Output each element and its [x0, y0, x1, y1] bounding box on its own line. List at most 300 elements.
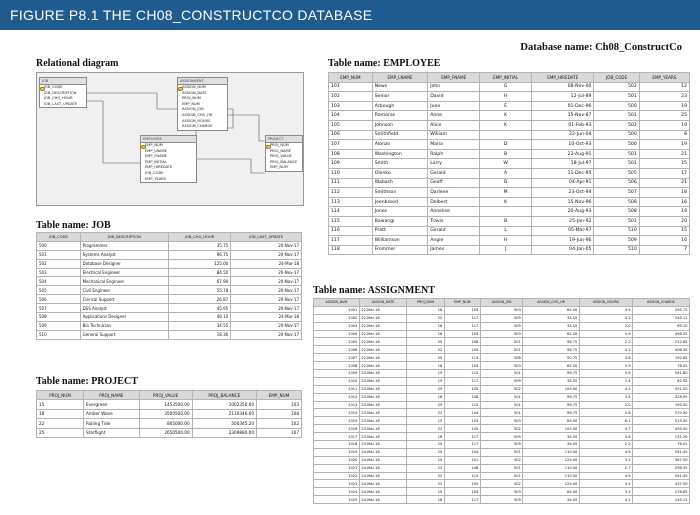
table-cell: 510 — [594, 226, 639, 236]
table-cell: 22 — [407, 480, 445, 488]
table-cell: 1017 — [314, 433, 360, 441]
table-cell: 24-Mar-18 — [231, 259, 302, 268]
table-row — [37, 277, 302, 286]
table-cell: 5.6 — [579, 370, 632, 378]
table-cell: 1002350.00 — [192, 400, 256, 409]
job-table-title: Table name: JOB — [36, 220, 111, 231]
table-cell: 22-Mar-18 — [359, 338, 406, 346]
table-cell: 22-Jun-04 — [532, 130, 594, 140]
table-cell: 503 — [37, 268, 81, 277]
table-cell: 0.9 — [579, 362, 632, 370]
table-cell: 115 — [444, 401, 480, 409]
entity-assignment[interactable] — [177, 77, 228, 131]
table-row — [37, 409, 302, 418]
table-cell: 96.75 — [168, 250, 230, 259]
table-cell: 22 — [407, 464, 445, 472]
table-cell: 96.75 — [523, 409, 580, 417]
table-cell: 15 — [407, 377, 445, 385]
table-cell: 6.1 — [579, 417, 632, 425]
table-cell: Delbert — [428, 197, 480, 207]
table-cell: 96.75 — [523, 338, 580, 346]
table-cell: 501 — [37, 250, 81, 259]
table-cell: Pratt — [372, 226, 427, 236]
column-header: ASSIGN_JOB — [480, 299, 522, 307]
table-cell: 328.95 — [633, 393, 690, 401]
table-row — [314, 441, 690, 449]
table-cell: 110.50 — [523, 464, 580, 472]
table-cell: 111 — [329, 178, 373, 188]
column-header: ASSIGN_NUM — [314, 299, 360, 307]
table-cell: 501 — [480, 393, 522, 401]
table-row — [37, 268, 302, 277]
table-cell: 1006 — [314, 346, 360, 354]
table-cell: 501 — [594, 92, 639, 102]
table-cell: 84.50 — [523, 330, 580, 338]
table-cell: 4.9 — [579, 472, 632, 480]
relational-diagram — [36, 72, 304, 206]
table-cell: 104 — [444, 409, 480, 417]
table-cell: 114 — [329, 207, 373, 217]
table-cell: 24-Mar-18 — [359, 456, 406, 464]
table-cell: 18 — [639, 188, 689, 198]
table-cell: 22-Mar-18 — [359, 330, 406, 338]
table-cell: Annelise — [428, 207, 480, 217]
table-row — [329, 140, 690, 150]
table-cell: 117 — [444, 496, 480, 504]
project-attr: PROJ_NUM — [266, 143, 302, 149]
table-cell: 20 — [639, 216, 689, 226]
column-header: ASSIGN_HOURS — [579, 299, 632, 307]
table-cell: 501 — [594, 159, 639, 169]
table-cell: 278.85 — [633, 488, 690, 496]
table-cell: 21 — [639, 149, 689, 159]
table-cell: 01-Feb-93 — [532, 120, 594, 130]
table-cell: 105.00 — [523, 385, 580, 393]
table-cell: 515.45 — [633, 417, 690, 425]
assignment-attr: ASSIGN_HOURS — [182, 118, 211, 123]
table-cell: 117 — [329, 236, 373, 246]
table-cell: 2.8 — [579, 409, 632, 417]
table-cell: 500 — [37, 241, 81, 250]
table-cell — [480, 130, 532, 140]
table-cell: 34.55 — [523, 322, 580, 330]
table-cell: 15 — [407, 488, 445, 496]
table-cell: Ramoras — [372, 111, 427, 121]
table-cell: 15-Nov-96 — [532, 197, 594, 207]
table-row — [314, 456, 690, 464]
table-cell: 19 — [639, 207, 689, 217]
table-cell: Electrical Engineer — [80, 268, 168, 277]
table-cell: 01-Dec-96 — [532, 101, 594, 111]
project-attr: EMP_NUM — [270, 165, 288, 170]
table-cell: Jones — [372, 207, 427, 217]
table-cell: 1001 — [314, 306, 360, 314]
table-cell: 4.2 — [579, 314, 632, 322]
employee-attr: EMP_HIREDATE — [145, 165, 173, 170]
table-row — [37, 419, 302, 428]
table-cell: 84.50 — [523, 306, 580, 314]
table-row — [314, 314, 690, 322]
column-header: EMP_NUM — [444, 299, 480, 307]
table-cell: Williamson — [372, 236, 427, 246]
table-cell: 20-Nov-17 — [231, 286, 302, 295]
table-cell: Arbough — [372, 101, 427, 111]
table-cell: 20-Nov-17 — [231, 277, 302, 286]
table-cell: 23-Mar-18 — [359, 377, 406, 385]
table-cell: 23-Oct-94 — [532, 188, 594, 198]
table-row — [329, 149, 690, 159]
table-cell: 25 — [407, 401, 445, 409]
table-cell: 34.55 — [523, 441, 580, 449]
table-cell: Smithson — [372, 188, 427, 198]
table-cell: 34.55 — [168, 321, 230, 330]
table-cell: 96.75 — [523, 401, 580, 409]
table-row — [329, 226, 690, 236]
table-cell: 23-Mar-18 — [359, 385, 406, 393]
table-cell: 102 — [257, 419, 302, 428]
table-cell: L — [480, 226, 532, 236]
job-table — [36, 232, 302, 340]
table-cell: 510 — [37, 330, 81, 339]
table-cell: 103 — [444, 362, 480, 370]
table-cell: 104 — [444, 448, 480, 456]
table-cell: 501 — [594, 216, 639, 226]
table-cell: Database Designer — [80, 259, 168, 268]
table-cell: 113 — [444, 354, 480, 362]
table-cell: 84.50 — [523, 417, 580, 425]
table-cell: 502 — [594, 120, 639, 130]
table-cell: Angie — [428, 236, 480, 246]
table-row — [37, 295, 302, 304]
assignment-table — [313, 298, 690, 504]
table-row — [329, 130, 690, 140]
table-cell: 295.75 — [633, 306, 690, 314]
table-cell: 503 — [480, 306, 522, 314]
rel-employee-project — [197, 159, 265, 173]
column-header: EMP_NUM — [257, 391, 302, 400]
table-row — [314, 409, 690, 417]
table-cell: 501 — [480, 448, 522, 456]
table-cell: 506 — [594, 178, 639, 188]
table-cell: 451.50 — [633, 385, 690, 393]
figure-title: FIGURE P8.1 THE CH08_CONSTRUCTCO DATABASE — [0, 0, 700, 30]
table-cell: 115 — [444, 370, 480, 378]
table-cell: J — [480, 245, 532, 255]
table-row — [314, 425, 690, 433]
table-cell: 102 — [329, 92, 373, 102]
assignment-attr: ASSIGN_NUM — [178, 85, 227, 91]
table-cell: 1022 — [314, 472, 360, 480]
table-cell: Gerald — [428, 226, 480, 236]
table-cell: M — [480, 188, 532, 198]
table-cell: 502 — [480, 385, 522, 393]
table-cell: General Support — [80, 330, 168, 339]
table-cell: 15 — [37, 400, 84, 409]
table-cell: 25 — [407, 448, 445, 456]
table-cell: 82.92 — [633, 377, 690, 385]
table-cell: 1004 — [314, 330, 360, 338]
table-cell: 10-Oct-93 — [532, 140, 594, 150]
table-cell: 15 — [407, 370, 445, 378]
table-cell: 23-Mar-18 — [359, 401, 406, 409]
table-cell: 117 — [444, 433, 480, 441]
table-cell: 25 — [407, 338, 445, 346]
table-cell: 4.2 — [579, 496, 632, 504]
employee-table-title: Table name: EMPLOYEE — [328, 58, 441, 69]
table-cell: 387.50 — [633, 456, 690, 464]
table-cell: 509 — [37, 321, 81, 330]
table-cell: 502 — [594, 82, 639, 92]
table-cell: 15 — [639, 159, 689, 169]
entity-job[interactable] — [39, 77, 87, 108]
table-cell: 1025 — [314, 496, 360, 504]
table-cell: 26.87 — [168, 295, 230, 304]
table-cell: 22 — [407, 409, 445, 417]
table-cell: 22 — [407, 472, 445, 480]
project-table-title: Table name: PROJECT — [36, 376, 138, 387]
table-cell: 500 — [594, 140, 639, 150]
table-cell: 1008 — [314, 362, 360, 370]
table-cell: 50.75 — [523, 354, 580, 362]
table-cell: 23-Mar-18 — [359, 441, 406, 449]
table-cell: 437.50 — [633, 480, 690, 488]
assignment-attr: PROJ_NUM — [182, 96, 201, 101]
table-row — [329, 216, 690, 226]
table-cell: 16 — [639, 197, 689, 207]
table-cell: 67.90 — [168, 277, 230, 286]
table-cell: 112 — [329, 188, 373, 198]
table-row — [37, 428, 302, 437]
assignment-table-title: Table name: ASSIGNMENT — [313, 285, 435, 296]
table-row — [329, 197, 690, 207]
table-row — [314, 496, 690, 504]
table-cell: 503 — [480, 330, 522, 338]
table-cell: 34.55 — [523, 496, 580, 504]
table-cell: 104 — [329, 111, 373, 121]
entity-employee-name: EMPLOYEE — [141, 136, 196, 143]
diagram-title: Relational diagram — [36, 58, 119, 69]
table-cell: 25 — [639, 111, 689, 121]
table-cell: 101 — [329, 82, 373, 92]
table-cell: Applications Designer — [80, 313, 168, 322]
table-cell: 117 — [444, 441, 480, 449]
table-row — [329, 159, 690, 169]
table-cell: 20-Nov-17 — [231, 295, 302, 304]
table-cell: 20-Aug-93 — [532, 207, 594, 217]
table-cell: 15 — [639, 226, 689, 236]
table-cell: 503 — [480, 362, 522, 370]
table-cell: 104 — [444, 346, 480, 354]
table-cell: 22-Mar-18 — [359, 306, 406, 314]
table-cell: 18 — [407, 362, 445, 370]
column-header: JOB_CODE — [37, 233, 81, 242]
table-cell: 11-Dec-95 — [532, 168, 594, 178]
table-cell: 3.8 — [579, 433, 632, 441]
table-cell: 500 — [594, 101, 639, 111]
table-cell: William — [428, 130, 480, 140]
table-cell: 270.90 — [633, 409, 690, 417]
table-row — [37, 259, 302, 268]
table-cell: 19 — [639, 120, 689, 130]
table-row — [329, 188, 690, 198]
table-cell: James — [428, 245, 480, 255]
table-row — [329, 101, 690, 111]
table-cell: 541.80 — [633, 370, 690, 378]
table-cell: June — [428, 101, 480, 111]
table-cell: 25 — [407, 354, 445, 362]
table-cell: News — [372, 82, 427, 92]
table-cell: 21 — [639, 178, 689, 188]
table-cell: 20-Nov-17 — [231, 241, 302, 250]
table-row — [314, 472, 690, 480]
table-cell: Alice — [428, 120, 480, 130]
table-cell: 15-Nov-87 — [532, 111, 594, 121]
table-cell: 23-Mar-18 — [359, 417, 406, 425]
table-cell: Wabash — [372, 178, 427, 188]
table-cell: 508 — [594, 197, 639, 207]
table-cell: Alonzo — [372, 140, 427, 150]
table-cell: K — [480, 120, 532, 130]
table-row — [314, 377, 690, 385]
table-cell: 107 — [257, 428, 302, 437]
table-cell: DSS Analyst — [80, 304, 168, 313]
table-cell: 34.55 — [523, 433, 580, 441]
table-cell: 501 — [480, 472, 522, 480]
table-cell: 509 — [480, 377, 522, 385]
table-row — [314, 362, 690, 370]
table-cell: 16 — [639, 236, 689, 246]
table-cell: 5.9 — [579, 330, 632, 338]
table-cell: 22-Mar-18 — [359, 362, 406, 370]
table-cell: 18.36 — [168, 330, 230, 339]
table-row — [37, 241, 302, 250]
table-cell: Smithfield — [372, 130, 427, 140]
table-cell: W — [480, 159, 532, 169]
table-cell: 04-Jan-05 — [532, 245, 594, 255]
table-cell: Systems Analyst — [80, 250, 168, 259]
column-header: EMP_INITIAL — [480, 73, 532, 83]
table-cell: 509 — [480, 314, 522, 322]
table-cell: Geoff — [428, 178, 480, 188]
table-cell: 117 — [444, 314, 480, 322]
table-cell: 406.35 — [633, 346, 690, 354]
table-cell: 84.50 — [523, 362, 580, 370]
table-cell: 108 — [257, 409, 302, 418]
table-cell: 45.95 — [168, 304, 230, 313]
table-cell: B — [480, 149, 532, 159]
table-cell: 04-Apr-91 — [532, 178, 594, 188]
table-cell: 34.55 — [523, 377, 580, 385]
table-cell: 1003 — [314, 322, 360, 330]
table-cell: K — [480, 111, 532, 121]
table-row — [329, 111, 690, 121]
employee-header-row — [329, 73, 690, 83]
column-header: ASSIGN_CHARGE — [633, 299, 690, 307]
table-row — [314, 488, 690, 496]
table-row — [329, 92, 690, 102]
table-cell: 22-Mar-18 — [359, 346, 406, 354]
table-cell: 20-Nov-17 — [231, 321, 302, 330]
table-cell: 501 — [480, 401, 522, 409]
table-cell: 508 — [594, 207, 639, 217]
table-cell: 96.75 — [523, 370, 580, 378]
table-cell: 501 — [480, 346, 522, 354]
table-cell: 500 — [594, 130, 639, 140]
table-row — [314, 480, 690, 488]
table-cell: 18 — [407, 496, 445, 504]
table-cell: 2.0 — [579, 322, 632, 330]
column-header: ASSIGN_CHG_HR — [523, 299, 580, 307]
table-cell: 509 — [594, 236, 639, 246]
table-cell: 25 — [407, 385, 445, 393]
table-cell: 2.7 — [579, 464, 632, 472]
table-cell: 298.35 — [633, 464, 690, 472]
table-cell: 1010 — [314, 377, 360, 385]
table-cell: 34.55 — [523, 314, 580, 322]
table-cell: 117 — [444, 322, 480, 330]
table-cell: Maria — [428, 140, 480, 150]
table-row — [37, 321, 302, 330]
table-cell: 7 — [639, 245, 689, 255]
table-row — [37, 400, 302, 409]
assignment-attr: ASSIGN_CHG_HR — [182, 112, 213, 117]
column-header: EMP_HIREDATE — [532, 73, 594, 83]
table-cell: 501 — [594, 111, 639, 121]
table-cell: 107 — [329, 140, 373, 150]
table-cell: 1002 — [314, 314, 360, 322]
table-cell: 25 — [37, 428, 84, 437]
table-cell: 24-Mar-18 — [359, 488, 406, 496]
column-header: EMP_YEARS — [639, 73, 689, 83]
table-cell: 22 — [407, 314, 445, 322]
table-cell: 2110346.00 — [192, 409, 256, 418]
table-cell: 3.3 — [579, 488, 632, 496]
table-cell: 22-Mar-18 — [359, 322, 406, 330]
table-cell: 541.45 — [633, 448, 690, 456]
entity-employee[interactable] — [140, 135, 197, 183]
table-cell: 502 — [480, 480, 522, 488]
table-cell: 501 — [480, 338, 522, 346]
table-cell: 503 — [480, 417, 522, 425]
table-cell: 55.78 — [168, 286, 230, 295]
project-attr: PROJ_NAME — [270, 148, 291, 153]
table-cell: 15 — [407, 456, 445, 464]
table-row — [314, 464, 690, 472]
column-header: PROJ_VALUE — [139, 391, 192, 400]
table-cell: 24-Mar-18 — [359, 480, 406, 488]
table-cell: 2.2 — [579, 338, 632, 346]
entity-project[interactable] — [265, 135, 303, 172]
table-row — [314, 330, 690, 338]
table-cell: 24-Mar-18 — [359, 496, 406, 504]
table-cell: Amber Wave — [84, 409, 140, 418]
column-header: ASSIGN_DATE — [359, 299, 406, 307]
table-cell: 2.2 — [579, 441, 632, 449]
table-cell: K — [480, 197, 532, 207]
table-row — [314, 322, 690, 330]
table-cell: 24-Mar-18 — [359, 448, 406, 456]
table-row — [314, 417, 690, 425]
table-cell: E — [480, 101, 532, 111]
table-cell: 76.05 — [633, 362, 690, 370]
column-header: EMP_NUM — [329, 73, 373, 83]
table-row — [37, 313, 302, 322]
table-cell: 18 — [407, 322, 445, 330]
table-cell: 509 — [480, 433, 522, 441]
table-cell: 103 — [329, 101, 373, 111]
table-cell: 501 — [594, 149, 639, 159]
table-cell: Joenbrood — [372, 197, 427, 207]
